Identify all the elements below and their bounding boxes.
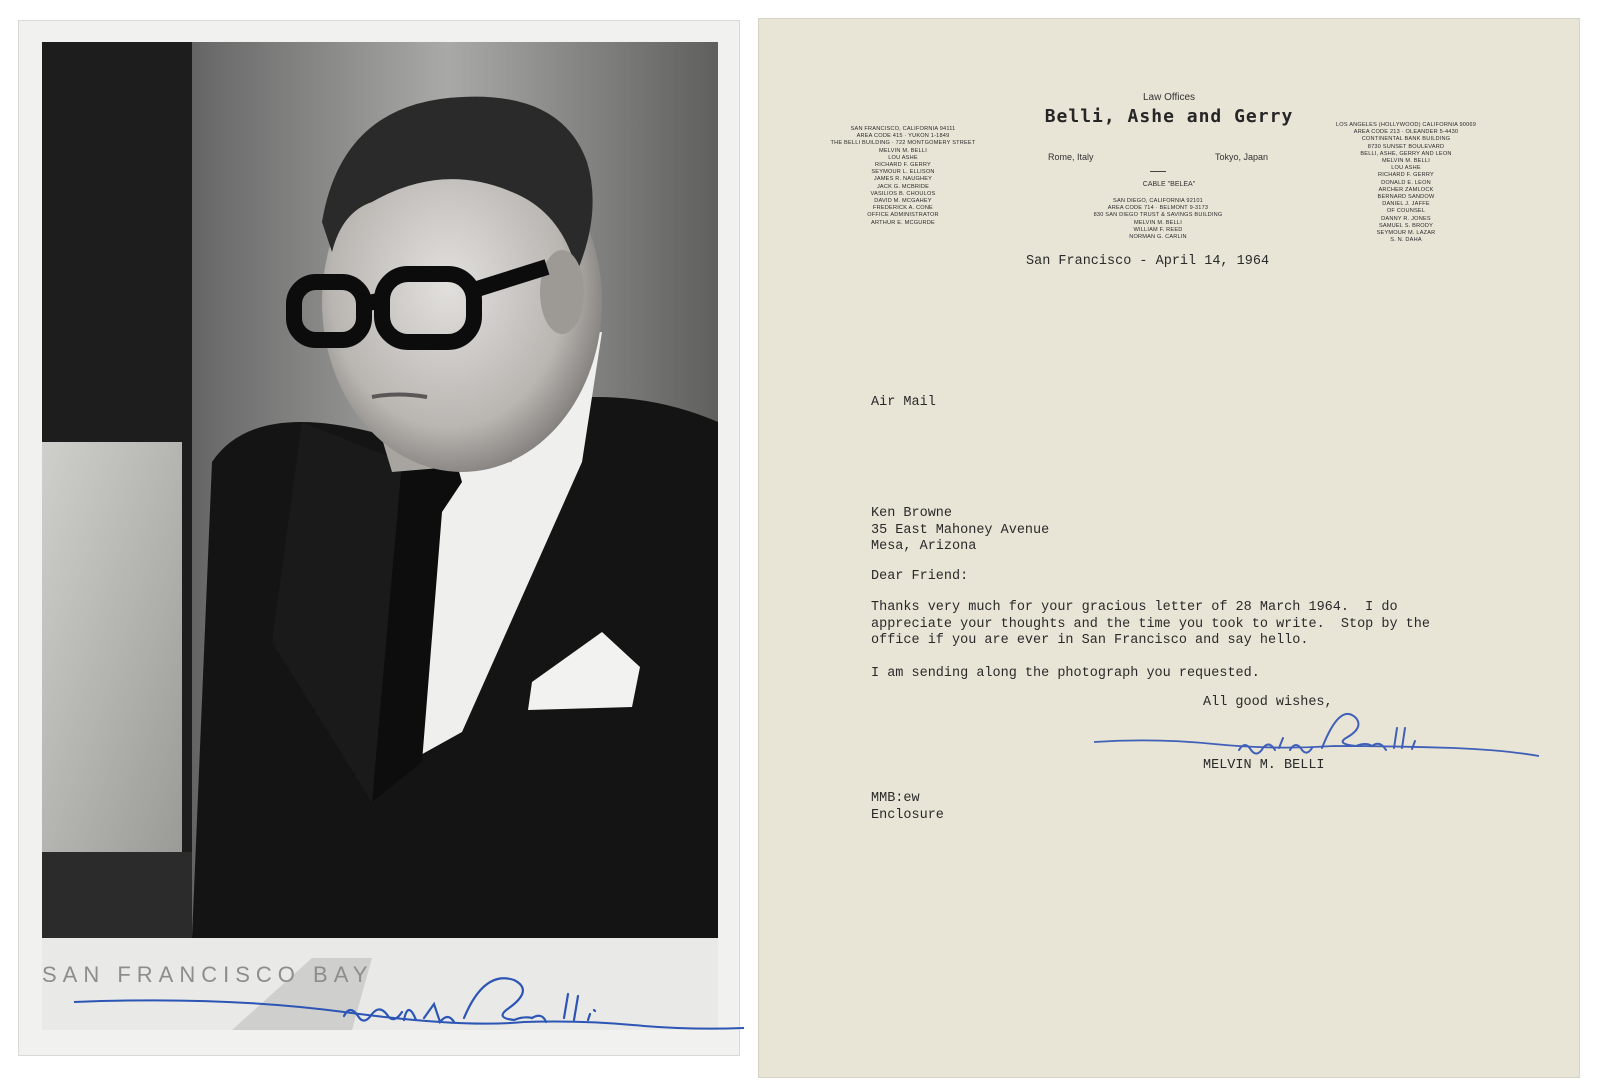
letter-date: San Francisco - April 14, 1964 bbox=[1026, 254, 1270, 269]
letterhead-city-tokyo: Tokyo, Japan bbox=[1214, 152, 1268, 162]
letterhead-line: JACK G. MCBRIDE bbox=[876, 183, 930, 190]
body-line: I am sending along the photograph you requested. bbox=[871, 665, 1260, 681]
body-line: office if you are ever in San Francisco and say hello. bbox=[871, 633, 1309, 648]
letterhead-line: MELVIN M. BELLI bbox=[1382, 158, 1430, 165]
reference-initials bbox=[871, 791, 944, 824]
typed-letter bbox=[758, 18, 1580, 1078]
letterhead-line: AREA CODE 415 · YUKON 1-1849 bbox=[856, 133, 950, 140]
letterhead-line: SAN DIEGO, CALIFORNIA 92101 bbox=[1113, 198, 1203, 204]
portrait-illustration bbox=[42, 42, 718, 938]
letterhead-line: DANNY R. JONES bbox=[1381, 215, 1431, 222]
letterhead-line: LOS ANGELES (HOLLYWOOD) CALIFORNIA 90069 bbox=[1335, 122, 1476, 128]
letterhead-line: DANIEL J. JAFFE bbox=[1382, 201, 1430, 208]
letterhead-line: 830 SAN DIEGO TRUST & SAVINGS BUILDING bbox=[1093, 212, 1223, 219]
photo-caption: SAN FRANCISCO BAY bbox=[42, 962, 374, 987]
letterhead-line: AREA CODE 714 · BELMONT 9-3173 bbox=[1107, 205, 1209, 212]
letterhead-line: BERNARD SANDOW bbox=[1377, 194, 1435, 201]
letterhead-line: BELLI, ASHE, GERRY AND LEON bbox=[1360, 150, 1452, 157]
letterhead-kicker: Law Offices bbox=[1142, 92, 1196, 103]
body-line: appreciate your thoughts and the time you took to write. Stop by the bbox=[871, 616, 1430, 632]
letterhead-line: ARCHER ZAMLOCK bbox=[1378, 186, 1434, 193]
body-line: Thanks very much for your gracious letter of 28 March 1964. I do bbox=[871, 600, 1398, 615]
letterhead-line: ARTHUR E. MCGURDE bbox=[871, 219, 935, 226]
complimentary-close: All good wishes, bbox=[1203, 695, 1333, 710]
letterhead-la-office bbox=[1306, 122, 1506, 244]
letter-body bbox=[871, 600, 1430, 682]
letterhead-line: LOU ASHE bbox=[1391, 165, 1421, 172]
letterhead-line: AREA CODE 213 · OLEANDER 5-4430 bbox=[1353, 129, 1459, 136]
recipient-line: Mesa, Arizona bbox=[871, 539, 977, 554]
letterhead-line: MELVIN M. BELLI bbox=[879, 147, 927, 154]
letterhead-line: NORMAN G. CARLIN bbox=[1129, 234, 1187, 241]
letterhead-line: LOU ASHE bbox=[888, 154, 918, 161]
letterhead-line: OFFICE ADMINISTRATOR bbox=[867, 212, 939, 219]
letterhead-line: JAMES R. NAUGHEY bbox=[873, 176, 933, 183]
letterhead-city-rome: Rome, Italy bbox=[1048, 152, 1094, 162]
letterhead-line: DAVID M. MCGAHEY bbox=[874, 198, 932, 205]
portrait-photo bbox=[42, 42, 718, 938]
letterhead-sd-office bbox=[1058, 198, 1258, 241]
photo-autograph bbox=[44, 960, 744, 1060]
air-mail-notation: Air Mail bbox=[871, 395, 936, 410]
recipient-address bbox=[871, 506, 1049, 556]
signer-name: MELVIN M. BELLI bbox=[1203, 758, 1325, 773]
letterhead-line: SAN FRANCISCO, CALIFORNIA 94111 bbox=[850, 126, 956, 132]
letterhead-line: THE BELLI BUILDING · 722 MONTGOMERY STREET bbox=[830, 140, 976, 147]
recipient-line: 35 East Mahoney Avenue bbox=[871, 522, 1050, 538]
letterhead-line: RICHARD F. GERRY bbox=[875, 162, 931, 169]
letterhead-line: DONALD E. LEON bbox=[1381, 179, 1431, 186]
letterhead-firm-name: Belli, Ashe and Gerry bbox=[1044, 106, 1294, 127]
salutation: Dear Friend: bbox=[871, 569, 969, 584]
letterhead-line: 8730 SUNSET BOULEVARD bbox=[1367, 143, 1445, 150]
letterhead-line: OF COUNSEL bbox=[1386, 208, 1426, 215]
letterhead-cable: CABLE "BELEA" bbox=[1142, 181, 1196, 188]
letterhead-line: VASILIOS B. CHOULOS bbox=[870, 190, 936, 197]
letterhead-line: FREDERICK A. CONE bbox=[873, 205, 933, 212]
letterhead-line: SAMUEL S. BRODY bbox=[1378, 222, 1434, 229]
letterhead-sf-office bbox=[818, 126, 988, 227]
letterhead-line: SEYMOUR M. LAZAR bbox=[1376, 230, 1436, 237]
reference-line: MMB:ew bbox=[871, 791, 920, 806]
letterhead-line: MELVIN M. BELLI bbox=[1134, 219, 1182, 226]
letterhead-rule bbox=[1150, 171, 1166, 172]
letterhead-line: RICHARD F. GERRY bbox=[1378, 172, 1434, 179]
signed-photograph bbox=[18, 20, 740, 1056]
letterhead-line: WILLIAM F. REED bbox=[1133, 226, 1183, 233]
letterhead-line: CONTINENTAL BANK BUILDING bbox=[1361, 136, 1451, 143]
recipient-line: Ken Browne bbox=[871, 506, 953, 521]
letterhead-line: S. N. DAHA bbox=[1390, 237, 1422, 244]
reference-line: Enclosure bbox=[871, 807, 944, 823]
letterhead-line: SEYMOUR L. ELLISON bbox=[871, 169, 935, 176]
